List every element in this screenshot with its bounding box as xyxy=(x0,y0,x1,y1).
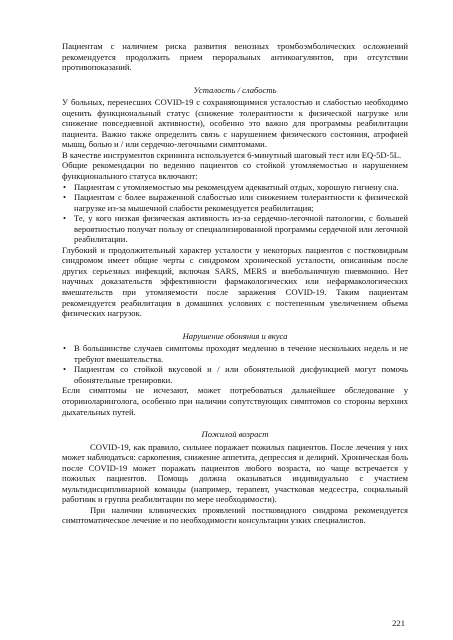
list-item: • Пациентам с утомляемостью мы рекомендуем адекватный отдых, хорошую гигиену сна. xyxy=(63,181,399,192)
section-heading-elderly: Пожилой возраст xyxy=(201,429,269,440)
list-item: • Пациентам со стойкой вкусовой и / или обонятельной дисфункцией могут помочь обонятельные тренировки. xyxy=(63,364,408,385)
elderly-paragraph-1: COVID-19, как правило, сильнее поражает пожилых пациентов. После лечения у них может наблюдаться: саркопения, снижение аппетита, депрессия и делирий. Хроническая боль после COVID-19 может поражать пациентов любого возраста, но чаще встречается у пожилых пациентов. Помощь должна оказываться индивидуально с участием мультидисциплинарной команды (например, терапевт, участковая медсестра, социальный работник и группа реабилитации по мере необходимости). xyxy=(62,441,408,505)
list-item: • Пациентам с более выраженной слабостью или снижением толерантности к физической нагрузке из-за мышечной слабости рекомендуется реабилитация; xyxy=(63,192,408,213)
intro-paragraph: Пациентам с наличием риска развития венозных тромбоэмболических осложнений рекомендуется продолжить прием пероральных антикоагулянтов, при отсутствии противопоказаний. xyxy=(62,41,408,73)
page-number: 221 xyxy=(392,618,405,628)
smell-bullet-list xyxy=(62,343,408,385)
section-heading-smell: Нарушение обоняния и вкуса xyxy=(182,330,288,341)
bullet-icon: • xyxy=(63,181,67,192)
fatigue-paragraph-3: Общие рекомендации по ведению пациентов со стойкой утомляемостью и нарушением функционального статуса включают: xyxy=(62,160,408,182)
bullet-icon: • xyxy=(63,364,67,375)
list-item: • Те, у кого низкая физическая активность из-за сердечно-легочной патологии, с большей вероятностью получат пользу от специализированной программы сердечной или легочной реабилитации. xyxy=(63,213,408,245)
section-heading-fatigue: Усталость / слабость xyxy=(193,84,277,95)
fatigue-paragraph-1: У больных, перенесших COVID-19 с сохраняющимися усталостью и слабостью необходимо оценить функциональный статус (снижение толерантности к физической нагрузке или снижение повседневной активности), особенно это важно для программы реабилитации пациента. Важно также определить связь с нарушением физического состояния, атрофией мышц, болью и / или сердечно-легочными симптомами. xyxy=(62,97,408,150)
elderly-paragraph-2: При наличии клинических проявлений постковидного синдрома рекомендуется симптоматическое лечение и по необходимости консультации узких специалистов. xyxy=(62,504,408,526)
bullet-icon: • xyxy=(63,343,67,354)
fatigue-paragraph-2: В качестве инструментов скрининга используется 6-минутный шаговый тест или EQ-5D-5L. xyxy=(62,149,402,160)
bullet-icon: • xyxy=(63,192,67,203)
fatigue-bullet-list xyxy=(62,182,408,245)
fatigue-paragraph-4: Глубокий и продолжительный характер усталости у некоторых пациентов с постковидным синдромом имеет общие черты с синдромом хронической усталости, описанным после других серьезных инфекций, включая SARS, MERS и внебольничную пневмонию. Нет научных доказательств эффективности фармакологических или нефармакологических вмешательств при утомляемости после заражения COVID-19. Таким пациентам рекомендуется реабилитация в домашних условиях с постепенным увеличением объема физических нагрузок. xyxy=(62,244,408,319)
bullet-icon: • xyxy=(63,213,67,224)
list-item: • В большинстве случаев симптомы проходят медленно в течение нескольких недель и не требуют вмешательства. xyxy=(63,343,408,364)
smell-paragraph-1: Если симптомы не исчезают, может потребоваться дальнейшее обследование у оториноларинголога, особенно при наличии сопутствующих симптомов со стороны верхних дыхательных путей. xyxy=(62,385,408,417)
